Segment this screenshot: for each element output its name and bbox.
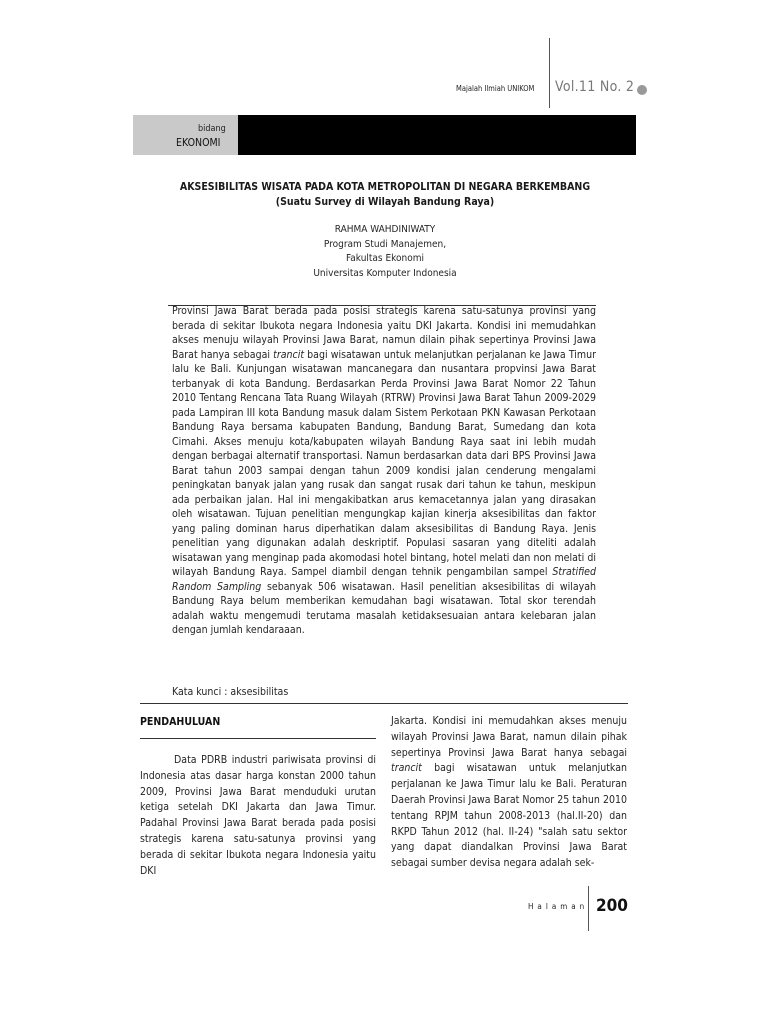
section-heading: PENDAHULUAN	[140, 716, 221, 728]
heading-rule	[140, 738, 376, 739]
abstract-bottom-rule	[140, 703, 628, 704]
bullet-dot-icon	[637, 85, 647, 95]
author-faculty: Fakultas Ekonomi	[346, 253, 424, 264]
section-name: EKONOMI	[176, 137, 221, 149]
section-kind: bidang	[198, 124, 226, 134]
author-program: Program Studi Manajemen,	[323, 239, 447, 250]
author-name: RAHMA WAHDINIWATY	[334, 224, 436, 235]
header-divider	[549, 38, 550, 108]
abstract-italic-term-2: Stratified Random Sampling	[172, 566, 596, 593]
author-university: Universitas Komputer Indonesia	[313, 268, 457, 279]
journal-name: Majalah Ilmiah UNIKOM	[456, 84, 535, 93]
page-label: Halaman	[528, 902, 589, 911]
volume-number: Vol.11 No. 2	[555, 79, 635, 95]
abstract-text-2: bagi wisatawan untuk melanjutkan perjalanan ke Jawa Timur lalu ke Bali. Kunjungan wisatawan mancanegara dan nusantara propvinsi Jawa Barat terbanyak di kota Bandung. Berdasarkan Perda Provinsi Jawa Barat Nomor 22 Tahun 2010 Tentang Rencana Tata Ruang Wilayah (RTRW) Provinsi Jawa Barat Tahun 2009-2029 pada Lampiran III kota Bandung masuk dalam Sistem Perkotaan PKN Kawasan Perkotaan Bandung Raya bersama kabupaten Bandung, Bandung Barat, Sumedang dan kota Cimahi. Akses menuju kota/kabupaten wilayah Bandung Raya saat ini lebih mudah dengan berbagai alternatif transportasi. Namun berdasarkan data dari BPS Provinsi Jawa Barat tahun 2003 sampai dengan tahun 2009 kondisi jalan cenderung mengalami peningkatan banyak jalan yang rusak dan sangat rusak dari tahun ke tahun, meskipun ada perbaikan jalan. Hal ini mengakibatkan arus kemacetannya jalan yang dirasakan oleh wisatawan. Tujuan penelitian mengungkap kajian kinerja aksesibilitas dan faktor yang paling dominan harus diperhatikan dalam aksesibilitas di Bandung Raya. Jenis penelitian yang digunakan adalah deskriptif. Populasi sasaran yang diteliti adalah wisatawan yang menginap pada akomodasi hotel bintang, hotel melati dan non melati di wilayah Bandung Raya. Sampel diambil dengan tehnik pengambilan sampel	[172, 348, 596, 578]
body-right-column	[391, 714, 627, 872]
abstract-text-3: sebanyak 506 wisatawan. Hasil penelitian aksesibilitas di wilayah Bandung Raya belum memberikan kemudahan bagi wisatawan. Total skor terendah adalah waktu mengemudi terutama masalah ketidaksesuaian antara kelebaran jalan dengan jumlah kendaraaan.	[172, 580, 597, 636]
page-number: 200	[596, 896, 628, 916]
body-left-column	[140, 753, 376, 879]
footer-divider	[588, 886, 589, 931]
article-subtitle: (Suatu Survey di Wilayah Bandung Raya)	[275, 196, 495, 208]
keywords: Kata kunci : aksesibilitas	[172, 686, 289, 698]
abstract-text-1: Provinsi Jawa Barat berada pada posisi strategis karena satu-satunya provinsi yang berada di sekitar Ibukota negara Indonesia yaitu DKI Jakarta. Kondisi ini memudahkan akses menuju wilayah Provinsi Jawa Barat, namun dilain pihak sepertinya Provinsi Jawa Barat hanya sebagai	[172, 305, 596, 361]
abstract-italic-term-1: trancit	[273, 348, 305, 361]
body-right-text-2: bagi wisatawan untuk melanjutkan perjalanan ke Jawa Timur lalu ke Bali. Peraturan Daerah Provinsi Jawa Barat Nomor 25 tahun 2010 tentang RPJM tahun 2008-2013 (hal.II-20) dan RKPD Tahun 2012 (hal. II-24) "salah satu sektor yang dapat diandalkan Provinsi Jawa Barat sebagai sumber devisa negara adalah sek-	[391, 762, 627, 870]
section-band-label-area	[133, 115, 238, 155]
body-right-italic-term: trancit	[391, 762, 422, 775]
section-band-bar	[238, 115, 636, 155]
body-left-paragraph: Data PDRB industri pariwisata provinsi di Indonesia atas dasar harga konstan 2000 tahun 2009, Provinsi Jawa Barat menduduki urutan ketiga setelah DKI Jakarta dan Jawa Timur. Padahal Provinsi Jawa Barat berada pada posisi strategis karena satu-satunya provinsi yang berada di sekitar Ibukota negara Indonesia yaitu DKI	[140, 754, 376, 877]
abstract	[172, 304, 596, 638]
article-title: AKSESIBILITAS WISATA PADA KOTA METROPOLITAN DI NEGARA BERKEMBANG	[179, 181, 591, 193]
body-right-text-1: Jakarta. Kondisi ini memudahkan akses menuju wilayah Provinsi Jawa Barat, namun dilain pihak sepertinya Provinsi Jawa Barat hanya sebagai	[391, 715, 627, 759]
